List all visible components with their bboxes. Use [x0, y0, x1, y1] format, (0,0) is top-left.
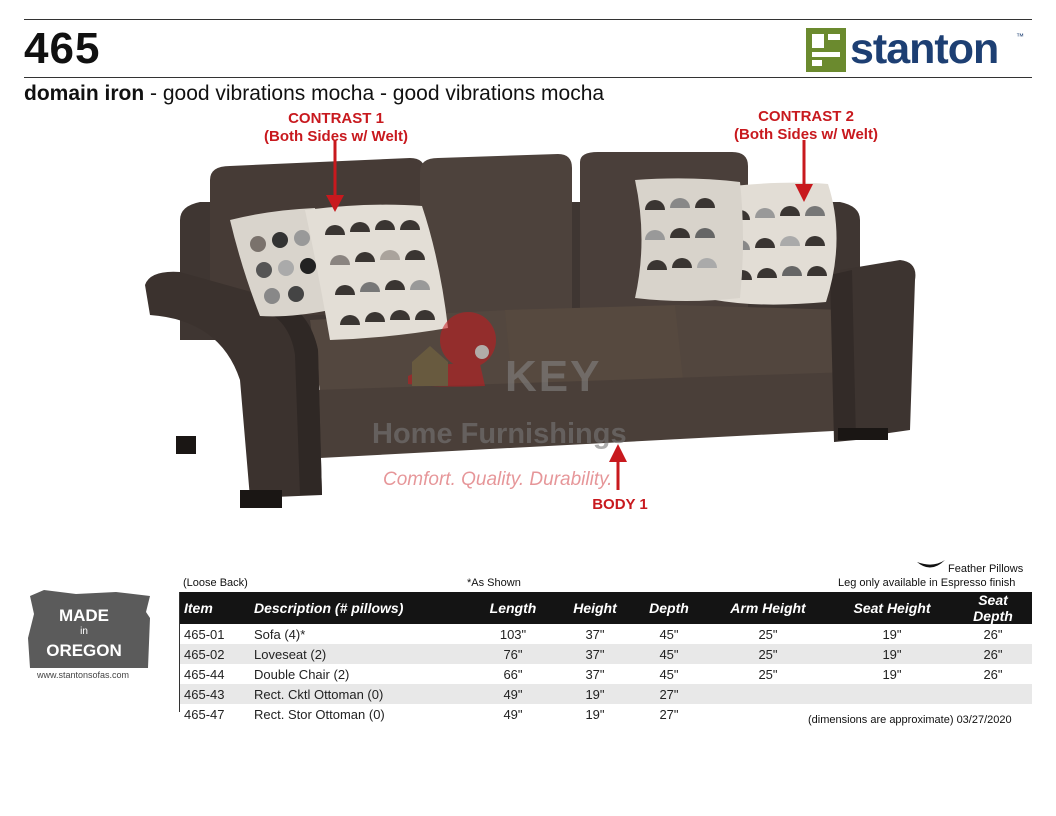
fabric-names: - good vibrations mocha - good vibrations mocha [144, 82, 605, 105]
stanton-logo-mark-icon [806, 28, 846, 72]
cell-height: 19" [558, 684, 632, 704]
body1-callout: BODY 1 [592, 496, 648, 513]
model-number: 465 [24, 24, 101, 73]
cell-description: Double Chair (2) [254, 666, 350, 682]
cell-height: 37" [585, 626, 605, 642]
cell-depth: 45" [632, 644, 706, 664]
table-row [180, 624, 1032, 644]
table-row [180, 644, 1032, 664]
cell-height: 19" [585, 706, 605, 722]
contrast1-subtitle: (Both Sides w/ Welt) [264, 128, 408, 145]
cell-height: 37" [585, 666, 605, 682]
col-arm-height: Arm Height [706, 592, 830, 624]
cell-length: 103" [499, 626, 527, 642]
watermark-tagline: Comfort. Quality. Durability. [383, 469, 613, 490]
cell-item: 465-02 [180, 644, 250, 664]
cell-depth: 45" [659, 666, 679, 682]
table-row [180, 684, 1032, 704]
cell-item: 465-01 [184, 626, 225, 642]
col-height: Height [558, 592, 632, 624]
contrast1-title: CONTRAST 1 [288, 110, 384, 127]
website-text: www.stantonsofas.com [37, 670, 130, 680]
col-seat-height: Seat Height [830, 592, 954, 624]
contrast2-title: CONTRAST 2 [758, 108, 854, 125]
table-row [180, 664, 1032, 684]
col-depth: Depth [632, 592, 706, 624]
stanton-logo [806, 25, 1024, 74]
watermark-home-furnishings: Home Furnishings [372, 418, 627, 450]
contrast2-callout [720, 108, 892, 144]
cell-arm-height: 25" [758, 626, 778, 642]
cell-item: 465-47 [184, 706, 225, 722]
dimensions-table [180, 592, 1032, 724]
col-seat-depth: Seat Depth [954, 592, 1032, 624]
cell-length: 66" [503, 666, 523, 682]
cell-description: Loveseat (2) [250, 644, 468, 664]
cell-seat-height: 19" [882, 666, 902, 682]
cell-length: 49" [503, 706, 523, 722]
table-header-row [180, 592, 1032, 624]
cell-depth: 45" [659, 626, 679, 642]
dimensions-footer: (dimensions are approximate) 03/27/2020 [808, 714, 1012, 726]
cell-description: Sofa (4)* [254, 626, 306, 642]
cell-length: 49" [468, 684, 558, 704]
col-length: Length [468, 592, 558, 624]
frame-name: domain iron [24, 82, 145, 105]
oregon-line: OREGON [46, 641, 122, 660]
contrast2-subtitle: (Both Sides w/ Welt) [734, 126, 878, 143]
cell-seat-height: 19" [882, 626, 902, 642]
made-line: MADE [58, 606, 110, 625]
cell-arm-height: 25" [758, 666, 778, 682]
cell-arm-height: 25" [706, 644, 830, 664]
fabric-subtitle [24, 82, 604, 106]
cell-description: Rect. Cktl Ottoman (0) [250, 684, 468, 704]
cell-height: 37" [558, 644, 632, 664]
cell-length: 76" [468, 644, 558, 664]
brand-name: stanton [850, 25, 999, 73]
feather-icon [915, 558, 947, 572]
leg-finish-note: Leg only available in Espresso finish [838, 577, 1016, 589]
cell-depth: 27" [659, 706, 679, 722]
cell-seat-height: 19" [830, 644, 954, 664]
feather-pillows-note: Feather Pillows [948, 563, 1024, 575]
sofa-photo [140, 140, 920, 520]
cell-item: 465-44 [184, 666, 225, 682]
top-rule [24, 19, 1032, 20]
in-line: in [80, 626, 88, 637]
cell-item: 465-43 [180, 684, 250, 704]
col-item: Item [180, 592, 250, 624]
cell-seat-height [830, 684, 954, 704]
trademark: ™ [1016, 32, 1024, 41]
cell-description: Rect. Stor Ottoman (0) [254, 706, 385, 722]
col-description: Description (# pillows) [250, 592, 468, 624]
loose-back-note: (Loose Back) [183, 577, 248, 589]
cell-seat-depth: 26" [983, 626, 1003, 642]
header-rule [24, 77, 1032, 78]
as-shown-note: *As Shown [467, 577, 521, 589]
cell-seat-depth [954, 684, 1032, 704]
cell-depth: 27" [632, 684, 706, 704]
watermark-key: KEY [505, 352, 602, 401]
cell-arm-height [706, 684, 830, 704]
cell-seat-depth: 26" [983, 666, 1003, 682]
cell-seat-depth: 26" [954, 644, 1032, 664]
made-in-oregon-badge [24, 588, 154, 683]
